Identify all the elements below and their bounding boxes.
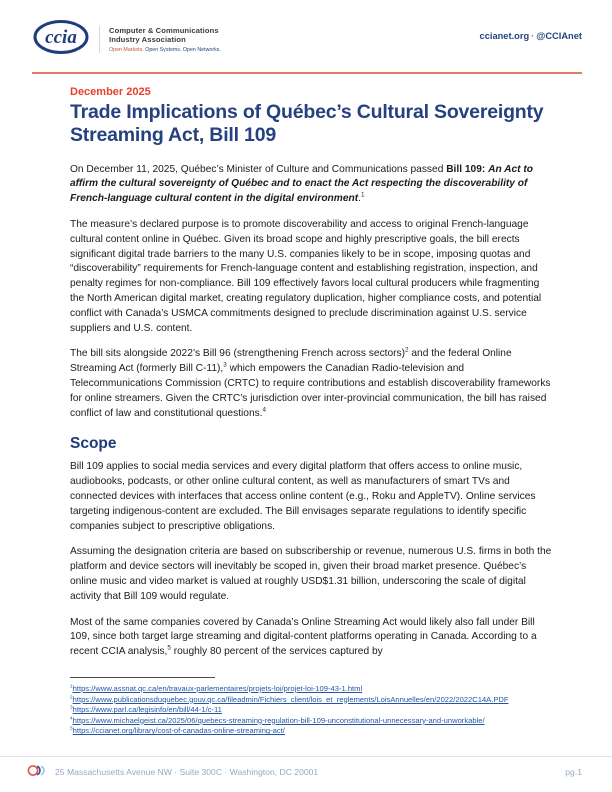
dot-separator: · — [531, 31, 535, 41]
paragraph-scope-1: Bill 109 applies to social media services and every digital platform that offers access to online music, audiobooks, podcasts, or other online cultural content, as well as manufacturers of smart TVs and connected devices with interfaces that access online content (e.g., Roku and AppleTV). Online services targeting indigenous-content are excluded. The Bill envisages separate regulations to identify specific companies subject to prescriptive obligations. — [70, 461, 536, 532]
page-title: Trade Implications of Québec’s Cultural Sovereignty Streaming Act, Bill 109 — [70, 100, 544, 146]
header-links — [480, 31, 582, 41]
footnote-4 — [70, 716, 552, 727]
footnote-number: 4 — [70, 715, 73, 721]
social-handle-link[interactable]: @CCIAnet — [536, 31, 582, 41]
paragraph-purpose: The measure’s declared purpose is to promote discoverability and access to original French-language cultural content online in Québec. Given its broad scope and highly prescriptive goals, the bill erects significant digital trade barriers to the many U.S. companies likely to be in scope, imposing quotas and “discoverability” requirements for French-language content and establishing registration, inspection, and penalty regimes for non-compliance. Bill 109 effectively favors local cultural producers while fragmenting the North American digital market, creating regulatory duplication, higher compliance costs, and potential conflict with Canada’s USMCA commitments designed to preclude discrimination against U.S. service suppliers and U.S. content. — [70, 218, 542, 334]
footnote-separator — [70, 677, 215, 678]
footer-address: 25 Massachusetts Avenue NW · Suite 300C · Washington, DC 20001 — [55, 766, 319, 777]
footnote-link[interactable]: https://www.publicationsduquebec.gouv.qc.ca/fileadmin/Fichiers_client/lois_et_reglements/LoisAnnuelles/en/2022/2022C14A.PDF — [72, 694, 509, 704]
publication-date: December 2025 — [70, 85, 151, 98]
org-name-line1: Computer & Communications — [109, 25, 219, 35]
footnote-3 — [70, 705, 552, 716]
header-rule — [32, 72, 582, 74]
ccia-circles-mark-icon — [27, 764, 49, 779]
footnote-number: 1 — [70, 683, 73, 689]
paragraph-scope-2: Assuming the designation criteria are based on subscribership or revenue, numerous U.S. firms in both the platform and device sectors will inevitably be scoped in, given their broad market presence. Québec’s online music and video market is valued at roughly USD$1.31 billion, underscoring the scale of digital activity that Bill 109 would regulate. — [70, 546, 552, 602]
footnote-1 — [70, 684, 552, 695]
page-number: pg.1 — [565, 766, 582, 777]
footnote-link[interactable]: https://www.assnat.qc.ca/en/travaux-parlementaires/projets-loi/projet-loi-109-43-1.html — [72, 683, 363, 693]
org-name-line2: Industry Association — [109, 35, 186, 45]
brand-text — [99, 26, 221, 54]
article-content — [70, 86, 552, 737]
svg-text:ccia: ccia — [45, 27, 77, 48]
ccia-oval-logo-icon — [32, 17, 90, 62]
footnote-number: 5 — [70, 725, 73, 731]
page-footer — [0, 756, 612, 792]
footnote-number: 2 — [70, 693, 73, 699]
footnote-number: 3 — [70, 704, 73, 710]
brand-block — [32, 17, 221, 62]
footnote-5 — [70, 726, 552, 737]
website-link[interactable]: ccianet.org — [479, 31, 530, 41]
footnote-link[interactable]: https://www.parl.ca/legisinfo/en/bill/44-1/c-11 — [72, 705, 222, 715]
paragraph-context: The bill sits alongside 2022’s Bill 96 (strengthening French across sectors)$^2$ and the federal Online Streaming Act (formerly Bill C-11),$^3$ which empowers the Canadian Radio-television and Telecommunications Commission (CRTC) to require contributions and establish discoverability frameworks for online streamers. Given the CRTC’s jurisdiction over inter-provincial communication, the bill has raised conflict of law and constitutional questions.$^4$ — [70, 346, 551, 419]
brand-tagline: Open Markets. Open Systems. Open Networks. — [109, 47, 221, 54]
header — [0, 0, 612, 62]
section-heading-scope: Scope — [70, 435, 117, 453]
paragraph-intro: On December 11, 2025, Québec’s Minister of Culture and Communications passed Bill 109: An Act to affirm the cultural sovereignty of Québec and to enact the Act respecting the discoverability of French-language cultural content in the digital environment.$^1$ — [70, 163, 533, 205]
footnote-link[interactable]: https://ccianet.org/library/cost-of-canadas-online-streaming-act/ — [72, 726, 285, 736]
paragraph-scope-3: Most of the same companies covered by Canada’s Online Streaming Act would likely also fall under Bill 109, since both target large streaming and digital-content platforms operating in Canada. According to a recent CCIA analysis,$^5$ roughly 80 percent of the services captured by — [70, 616, 537, 658]
footnote-2 — [70, 695, 552, 706]
footnote-link[interactable]: https://www.michaelgeist.ca/2025/06/quebecs-streaming-regulation-bill-109-unconstitutional-unnecessary-and-unworkable/ — [72, 715, 485, 725]
